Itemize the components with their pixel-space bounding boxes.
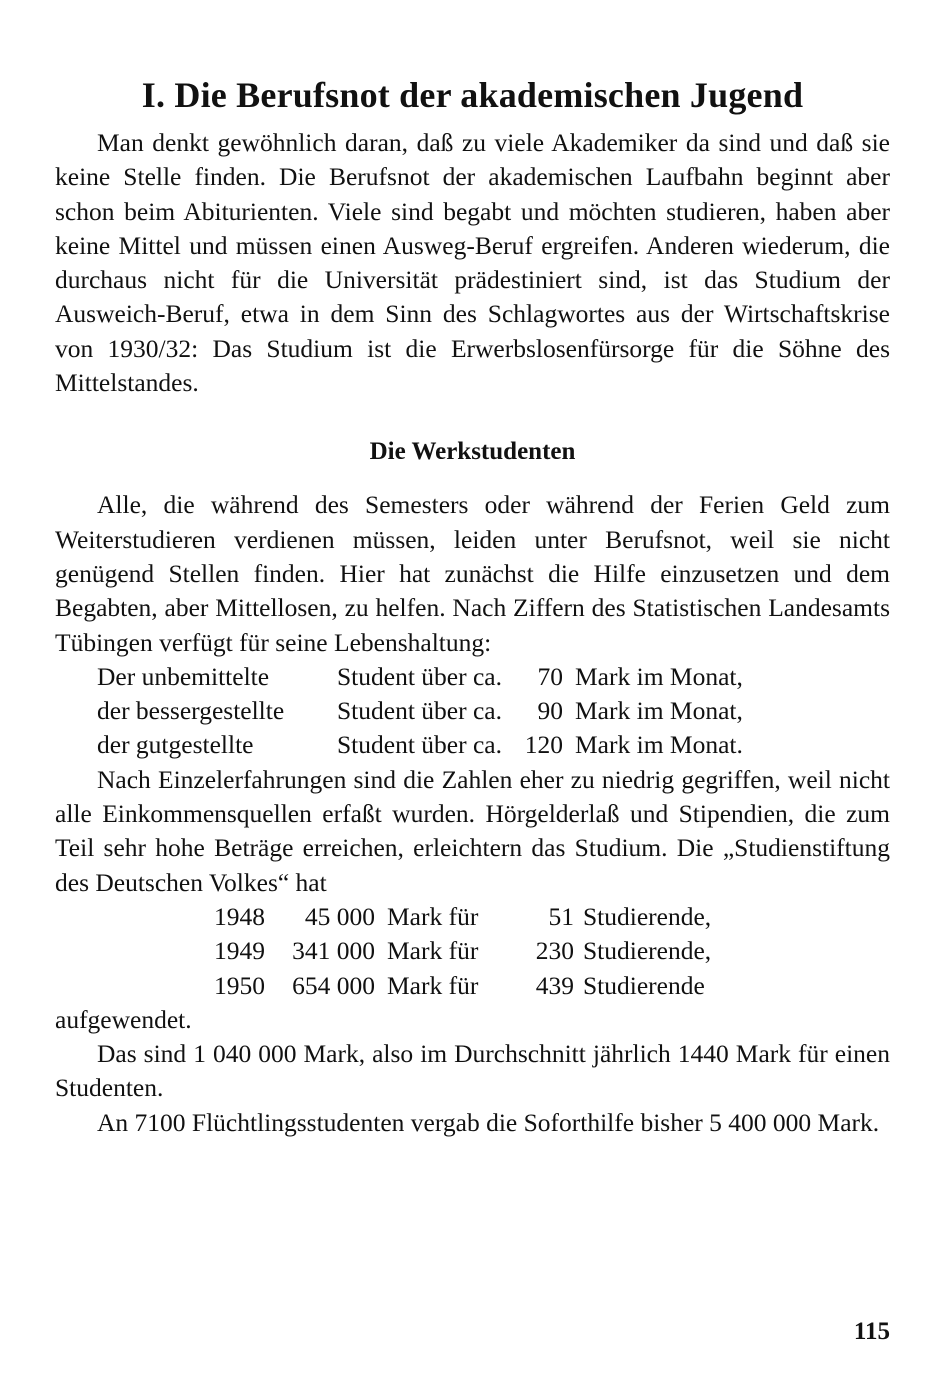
einzelerfahrungen-paragraph: Nach Einzelerfahrungen sind die Zahlen eher zu niedrig gegriffen, weil nicht alle Einkommensquellen erfaßt wurden. Hörgelderlaß und Stipendien, die zum Teil sehr hohe Beträge erreichen, erleichtern das Studium. Die „Studienstiftung des Deutschen Volkes“ hat (55, 764, 890, 897)
income-table (55, 660, 890, 763)
section-heading: Die Werkstudenten (369, 438, 576, 466)
income-amount: 120 (524, 730, 563, 760)
income-verb: Student über ca. (337, 696, 502, 726)
income-who: der bessergestellte (97, 696, 285, 726)
income-row (55, 694, 890, 728)
chapter-title: I. Die Berufsnot der akademischen Jugend (141, 75, 804, 115)
grant-row (55, 934, 890, 968)
grant-amount: 341 000 (292, 936, 375, 966)
grant-count: 230 (535, 936, 574, 966)
income-verb: Student über ca. (337, 730, 502, 760)
grant-label: Mark für (387, 901, 479, 931)
grant-row (55, 900, 890, 934)
grant-unit: Studierende (583, 970, 705, 1000)
intro-paragraph: Man denkt gewöhnlich daran, daß zu viele Akademiker da sind und daß sie keine Stelle finden. Die Berufsnot der akademischen Laufbahn beginnt aber schon beim Abiturienten. Viele sind begabt und möchten studieren, haben aber keine Mittel und müssen einen Ausweg-Beruf ergreifen. Anderen wiederum, die durchaus nicht für die Universität prädestiniert sind, ist das Studium der Ausweich-Beruf, etwa in dem Sinn des Schlagwortes aus der Wirtschaftskrise von 1930/32: Das Studium ist die Erwerbslosenfürsorge für die Söhne des Mittelstandes. (55, 128, 890, 398)
aufgewendet-line: aufgewendet. (55, 1004, 192, 1034)
grant-amount: 45 000 (304, 901, 375, 931)
grant-label: Mark für (387, 970, 479, 1000)
income-verb: Student über ca. (337, 661, 502, 691)
grant-count: 51 (548, 901, 574, 931)
grants-table (55, 900, 890, 1003)
income-unit: Mark im Monat. (575, 730, 743, 760)
grant-label: Mark für (387, 936, 479, 966)
income-row (55, 728, 890, 762)
grant-amount: 654 000 (292, 970, 375, 1000)
grant-row (55, 969, 890, 1003)
grant-year: 1950 (214, 970, 265, 1000)
durchschnitt-paragraph: Das sind 1 040 000 Mark, also im Durchschnitt jährlich 1440 Mark für einen Studenten. (55, 1039, 890, 1103)
income-amount: 70 (537, 661, 563, 691)
income-row (55, 660, 890, 694)
werkstudenten-paragraph: Alle, die während des Semesters oder während der Ferien Geld zum Weiterstudieren verdienen müssen, leiden unter Berufsnot, weil sie nicht genügend Stellen finden. Hier hat zunächst die Hilfe einzusetzen und dem Begabten, aber Mittellosen, zu helfen. Nach Ziffern des Statistischen Landesamts Tübingen verfügt für seine Lebenshaltung: (55, 490, 890, 657)
income-unit: Mark im Monat, (575, 661, 743, 691)
income-unit: Mark im Monat, (575, 696, 743, 726)
page-number: 115 (853, 1318, 890, 1345)
income-amount: 90 (537, 696, 563, 726)
grant-count: 439 (535, 970, 574, 1000)
grant-unit: Studierende, (583, 936, 712, 966)
grant-year: 1948 (214, 901, 265, 931)
income-who: Der unbemittelte (97, 661, 270, 691)
fluechtlinge-paragraph: An 7100 Flüchtlingsstudenten vergab die Soforthilfe bisher 5 400 000 Mark. (97, 1107, 880, 1137)
income-who: der gutgestellte (97, 730, 254, 760)
grant-unit: Studierende, (583, 901, 712, 931)
page-body (55, 70, 890, 1140)
grant-year: 1949 (214, 936, 265, 966)
